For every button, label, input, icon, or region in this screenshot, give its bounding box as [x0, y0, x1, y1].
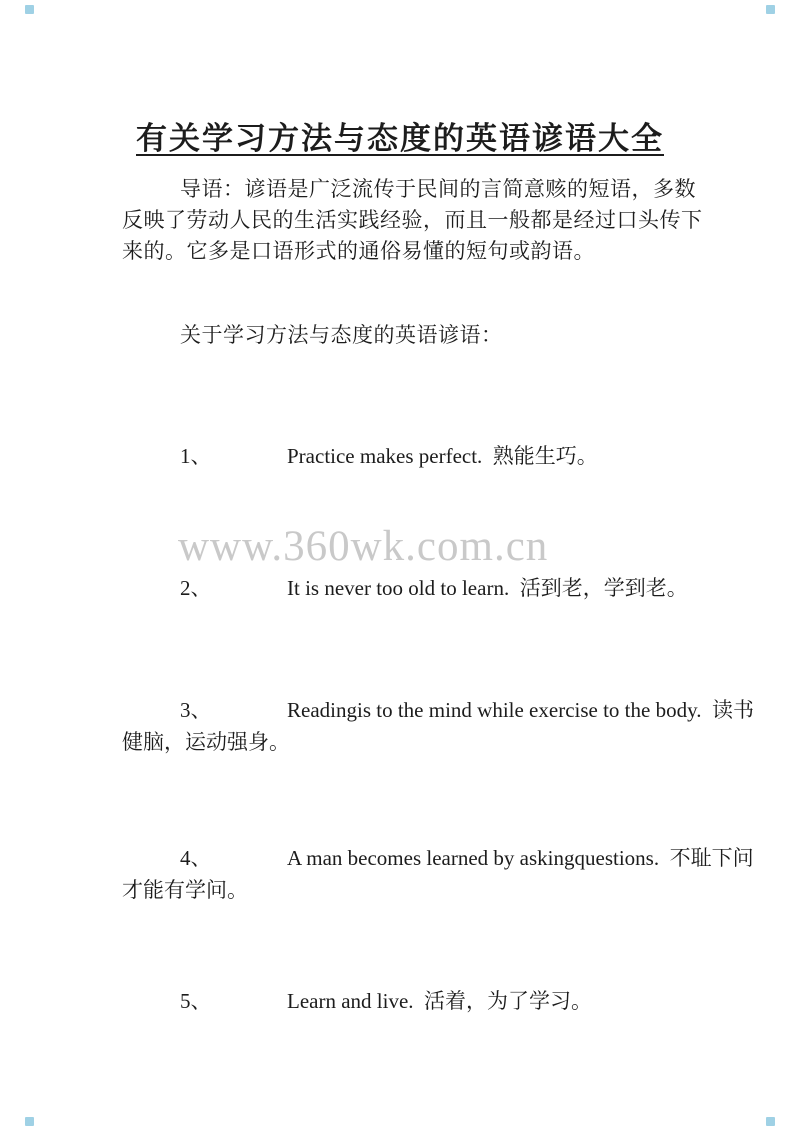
item-text: Practice makes perfect. 熟能生巧。: [287, 444, 598, 468]
corner-mark-bottom-right: [766, 1117, 775, 1126]
intro-paragraph: [122, 174, 703, 267]
item-text: A man becomes learned by askingquestions. 不耻下问: [287, 846, 754, 870]
corner-mark-top-right: [766, 5, 775, 14]
intro-line: 反映了劳动人民的生活实践经验，而且一般都是经过口头传下: [122, 208, 703, 232]
item-number: 5、: [180, 989, 212, 1013]
proverb-line: [122, 694, 754, 726]
proverb-line: [122, 842, 754, 874]
proverb-line: 健脑，运动强身。: [122, 730, 290, 754]
corner-mark-bottom-left: [25, 1117, 34, 1126]
page-title: 有关学习方法与态度的英语谚语大全: [136, 120, 664, 156]
proverb-item-4: [122, 842, 754, 906]
section-subtitle: 关于学习方法与态度的英语谚语：: [180, 323, 503, 347]
proverb-line: [122, 572, 688, 604]
item-text: It is never too old to learn. 活到老，学到老。: [287, 576, 688, 600]
item-number: 4、: [180, 846, 212, 870]
proverb-line: [122, 985, 688, 1017]
intro-line: 导语：谚语是广泛流传于民间的言简意赅的短语，多数: [180, 177, 696, 201]
item-text: Learn and live. 活着，为了学习。: [287, 989, 593, 1013]
corner-mark-top-left: [25, 5, 34, 14]
item-number: 2、: [180, 576, 212, 600]
item-text: Readingis to the mind while exercise to the body. 读书: [287, 698, 754, 722]
item-number: 1、: [180, 444, 212, 468]
proverb-line: [122, 440, 688, 472]
site-watermark: www.360wk.com.cn: [178, 523, 549, 570]
intro-line: 来的。它多是口语形式的通俗易懂的短句或韵语。: [122, 239, 595, 263]
item-number: 3、: [180, 698, 212, 722]
proverb-item-1: [122, 440, 688, 472]
proverb-item-2: [122, 572, 688, 604]
proverb-line: 才能有学问。: [122, 878, 248, 902]
proverb-item-3: [122, 694, 754, 758]
proverb-item-5: [122, 985, 688, 1017]
